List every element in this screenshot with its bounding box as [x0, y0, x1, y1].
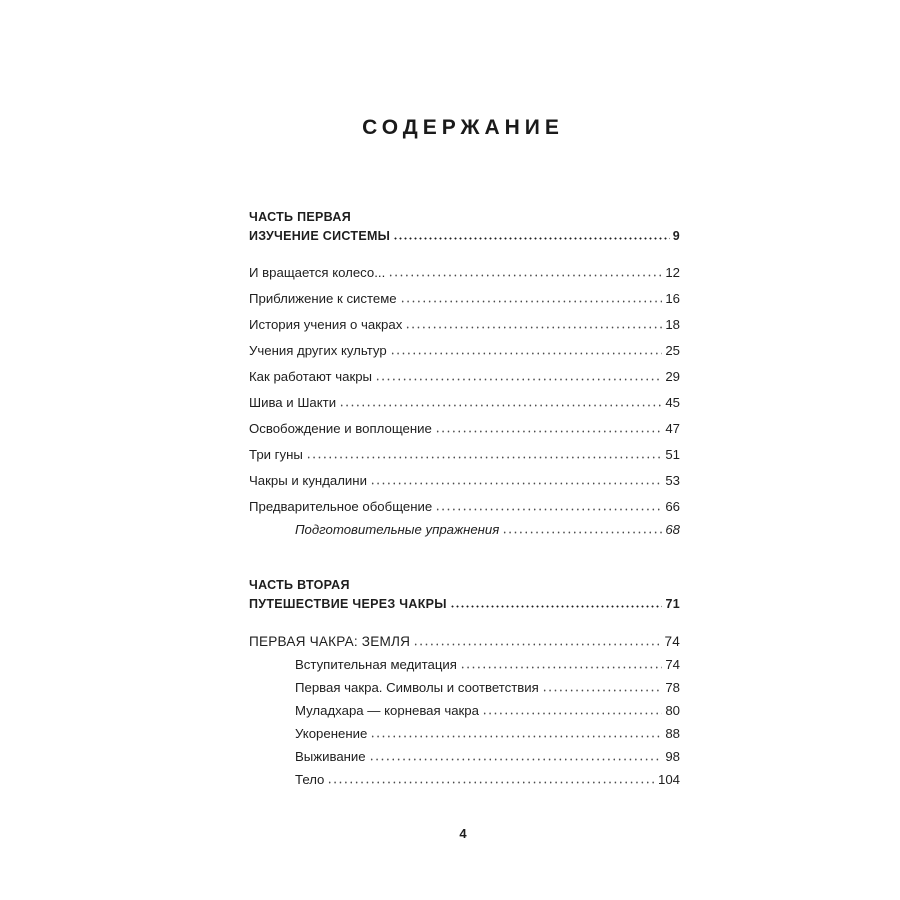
- toc-entry-title: Приближение к системе: [249, 291, 397, 306]
- dot-leader: [327, 774, 655, 784]
- toc-entry-page: 16: [665, 291, 680, 306]
- dot-leader: [400, 293, 663, 303]
- toc-entry-page: 104: [657, 772, 680, 787]
- part1-page: 9: [672, 229, 680, 243]
- toc-entry-page: 80: [665, 703, 680, 718]
- dot-leader: [413, 636, 661, 646]
- part2-page: 71: [665, 597, 680, 611]
- dot-leader: [390, 345, 663, 355]
- toc-entry-title: Предварительное обобщение: [249, 499, 433, 514]
- toc-entry-title: Укоренение: [295, 726, 368, 741]
- toc-entry-page: 68: [665, 522, 680, 537]
- toc-subentry: [295, 772, 680, 792]
- toc-subentry: [295, 749, 680, 769]
- dot-leader: [542, 682, 663, 692]
- toc-entry: [249, 395, 680, 415]
- page-number: 4: [459, 826, 467, 841]
- toc-entry-title: Учения других культур: [249, 343, 387, 358]
- toc-entry-page: 74: [664, 634, 680, 649]
- toc-entry-title: Три гуны: [249, 447, 303, 462]
- part2-label: ЧАСТЬ ВТОРАЯ: [249, 578, 350, 592]
- dot-leader: [370, 728, 662, 738]
- toc-entry-page: 45: [665, 395, 680, 410]
- toc-entry-page: 98: [665, 749, 680, 764]
- dot-leader: [405, 319, 662, 329]
- dot-leader: [502, 524, 662, 534]
- part1-heading: ИЗУЧЕНИЕ СИСТЕМЫ: [249, 229, 391, 243]
- toc-entry: [249, 265, 680, 285]
- toc-entry-page: 74: [665, 657, 680, 672]
- toc-entry-title: Вступительная медитация: [295, 657, 457, 672]
- toc-subentry: [295, 726, 680, 746]
- dot-leader: [388, 267, 662, 277]
- toc-entry-title: Освобождение и воплощение: [249, 421, 432, 436]
- part2-heading: ПУТЕШЕСТВИЕ ЧЕРЕЗ ЧАКРЫ: [249, 597, 447, 611]
- toc-entry-page: 18: [665, 317, 680, 332]
- toc-entry-title: Первая чакра. Символы и соответствия: [295, 680, 539, 695]
- toc-entry-title: Как работают чакры: [249, 369, 373, 384]
- toc-entry-page: 29: [665, 369, 680, 384]
- dot-leader: [369, 751, 663, 761]
- dot-leader: [435, 423, 662, 433]
- part1-heading-row: [249, 229, 680, 249]
- toc-entry-title: Тело: [295, 772, 325, 787]
- dot-leader: [306, 449, 662, 459]
- dot-leader: [370, 475, 662, 485]
- toc-subentry: [295, 657, 680, 677]
- toc-subentry: [295, 703, 680, 723]
- dot-leader: [375, 371, 662, 381]
- toc-entry-chakra: [249, 634, 680, 654]
- toc-entry: [249, 317, 680, 337]
- part1-label: ЧАСТЬ ПЕРВАЯ: [249, 210, 351, 224]
- toc-entry-title: Шива и Шакти: [249, 395, 337, 410]
- dot-leader: [460, 659, 662, 669]
- toc-entry-page: 78: [665, 680, 680, 695]
- dot-leader: [339, 397, 662, 407]
- toc-subentry: [295, 680, 680, 700]
- toc-entry: [249, 343, 680, 363]
- toc-entry-title: Муладхара — корневая чакра: [295, 703, 479, 718]
- toc-entry: [249, 499, 680, 519]
- toc-entry-exercises: [295, 522, 680, 542]
- dot-leader: [435, 501, 662, 511]
- toc-entry-title: Чакры и кундалини: [249, 473, 367, 488]
- toc-entry-title: История учения о чакрах: [249, 317, 403, 332]
- toc-entry-page: 47: [665, 421, 680, 436]
- toc-entry-title: ПЕРВАЯ ЧАКРА: ЗЕМЛЯ: [249, 634, 411, 649]
- toc-entry: [249, 291, 680, 311]
- toc-entry-title: Выживание: [295, 749, 366, 764]
- toc-entry-page: 12: [665, 265, 680, 280]
- dot-leader: [482, 705, 662, 715]
- toc-entry-page: 53: [665, 473, 680, 488]
- toc-entry: [249, 447, 680, 467]
- toc-entry-page: 88: [665, 726, 680, 741]
- part2-heading-row: [249, 597, 680, 617]
- toc-entry-title: Подготовительные упражнения: [295, 522, 500, 537]
- dot-leader: [450, 598, 663, 608]
- toc-entry-title: И вращается колесо...: [249, 265, 386, 280]
- dot-leader: [393, 230, 670, 240]
- toc-entry-page: 51: [665, 447, 680, 462]
- toc-entry: [249, 369, 680, 389]
- toc-entry-page: 25: [665, 343, 680, 358]
- toc-entry: [249, 473, 680, 493]
- page-title: СОДЕРЖАНИЕ: [362, 116, 564, 139]
- toc-entry: [249, 421, 680, 441]
- toc-entry-page: 66: [665, 499, 680, 514]
